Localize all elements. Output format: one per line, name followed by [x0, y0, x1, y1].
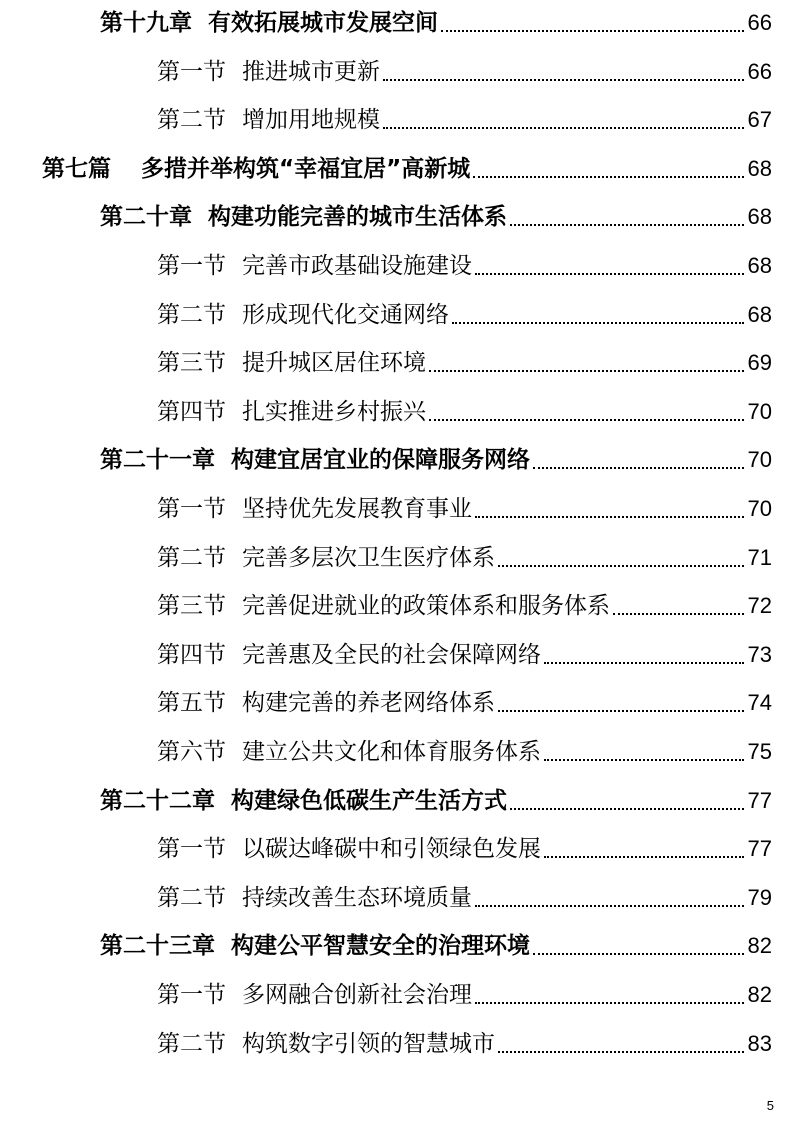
dot-leader	[510, 808, 744, 810]
dot-leader	[452, 322, 744, 324]
toc-entry-title: 构建宜居宜业的保障服务网络	[231, 447, 530, 474]
dot-leader	[475, 1002, 744, 1004]
toc-entry-title: 构建功能完善的城市生活体系	[208, 204, 507, 231]
dot-leader	[441, 30, 744, 32]
toc-entry-page: 66	[747, 10, 772, 35]
toc-entry-label: 第一节	[157, 836, 226, 863]
toc-entry-section[interactable]	[157, 591, 772, 621]
toc-entry-page: 75	[747, 739, 772, 764]
toc-entry-section[interactable]	[157, 57, 772, 87]
toc-entry-section[interactable]	[157, 980, 772, 1010]
toc-entry-label: 第六节	[157, 739, 226, 765]
dot-leader	[475, 273, 744, 275]
toc-entry-page: 83	[747, 1030, 772, 1056]
toc-entry-page: 70	[747, 496, 772, 521]
toc-entry-section[interactable]	[157, 251, 772, 281]
toc-entry-section[interactable]	[157, 834, 772, 864]
toc-entry-label: 第二节	[157, 544, 226, 571]
toc-entry-title: 扎实推进乡村振兴	[242, 398, 426, 425]
toc-entry-page: 70	[747, 447, 772, 473]
toc-entry-label: 第一节	[157, 496, 226, 522]
toc-entry-page: 72	[747, 593, 772, 619]
toc-entry-page: 82	[747, 982, 772, 1007]
page-number: 5	[766, 1098, 774, 1113]
dot-leader	[429, 370, 744, 372]
toc-entry-label: 第十九章	[100, 10, 192, 36]
dot-leader	[544, 759, 744, 761]
toc-entry-chapter[interactable]	[100, 786, 772, 816]
toc-entry-chapter[interactable]	[100, 8, 772, 38]
dot-leader	[544, 856, 744, 858]
dot-leader	[613, 613, 744, 615]
dot-leader	[383, 127, 744, 129]
toc-entry-title: 构建完善的养老网络体系	[242, 690, 495, 717]
toc-entry-label: 第一节	[157, 982, 226, 1008]
dot-leader	[473, 176, 743, 178]
toc-entry-label: 第二十章	[100, 204, 192, 231]
dot-leader	[533, 953, 744, 955]
toc-entry-part[interactable]	[42, 154, 772, 184]
toc-entry-page: 73	[747, 641, 772, 667]
dot-leader	[498, 1051, 744, 1053]
toc-entry-section[interactable]	[157, 105, 772, 135]
toc-entry-label: 第四节	[157, 398, 226, 425]
dot-leader	[475, 905, 744, 907]
toc-entry-title: 提升城区居住环境	[242, 350, 426, 377]
toc-entry-page: 77	[747, 787, 772, 813]
toc-entry-label: 第二节	[157, 107, 226, 134]
toc-entry-title: 完善促进就业的政策体系和服务体系	[242, 593, 610, 620]
toc-entry-label: 第二节	[157, 884, 226, 911]
toc-entry-section[interactable]	[157, 543, 772, 573]
dot-leader	[544, 662, 744, 664]
toc-entry-title: 完善市政基础设施建设	[242, 253, 472, 279]
toc-entry-title: 构筑数字引领的智慧城市	[242, 1030, 495, 1057]
dot-leader	[475, 516, 744, 518]
toc-entry-label: 第一节	[157, 253, 226, 279]
toc-entry-section[interactable]	[157, 348, 772, 378]
dot-leader	[429, 419, 744, 421]
toc-entry-title: 增加用地规模	[242, 107, 380, 134]
toc-entry-title: 多网融合创新社会治理	[242, 982, 472, 1008]
toc-entry-label: 第二节	[157, 301, 226, 328]
toc-entry-page: 66	[747, 58, 772, 84]
toc-entry-label: 第二节	[157, 1030, 226, 1057]
toc-entry-label: 第四节	[157, 641, 226, 668]
dot-leader	[383, 79, 744, 81]
toc-entry-title: 构建公平智慧安全的治理环境	[231, 933, 530, 960]
toc-entry-section[interactable]	[157, 640, 772, 670]
toc-entry-label: 第七篇	[42, 155, 111, 182]
toc-entry-section[interactable]	[157, 688, 772, 718]
toc-entry-page: 68	[747, 204, 772, 230]
toc-entry-chapter[interactable]	[100, 445, 772, 475]
toc-entry-label: 第五节	[157, 690, 226, 717]
toc-entry-section[interactable]	[157, 1029, 772, 1059]
toc-entry-chapter[interactable]	[100, 202, 772, 232]
toc-entry-page: 71	[747, 544, 772, 570]
toc-entry-title: 有效拓展城市发展空间	[208, 10, 438, 36]
toc-entry-page: 67	[747, 107, 772, 133]
toc-entry-title: 建立公共文化和体育服务体系	[242, 739, 541, 765]
dot-leader	[510, 224, 744, 226]
toc-entry-label: 第三节	[157, 593, 226, 620]
toc-entry-page: 69	[747, 350, 772, 376]
dot-leader	[498, 565, 744, 567]
toc-entry-label: 第二十三章	[100, 933, 215, 960]
toc-entry-page: 82	[747, 933, 772, 959]
dot-leader	[498, 710, 744, 712]
toc-entry-page: 68	[747, 301, 772, 327]
toc-entry-page: 74	[747, 690, 772, 716]
toc-entry-section[interactable]	[157, 397, 772, 427]
toc-entry-page: 70	[747, 398, 772, 424]
toc-entry-chapter[interactable]	[100, 931, 772, 961]
toc-entry-title: 以碳达峰碳中和引领绿色发展	[242, 836, 541, 863]
dot-leader	[533, 467, 744, 469]
toc-entry-title: 坚持优先发展教育事业	[242, 496, 472, 522]
toc-entry-title: 形成现代化交通网络	[242, 301, 449, 328]
toc-entry-page: 79	[747, 884, 772, 910]
toc-entry-page: 68	[747, 253, 772, 278]
toc-entry-title: 完善惠及全民的社会保障网络	[242, 641, 541, 668]
toc-entry-label: 第二十二章	[100, 787, 215, 814]
toc-entry-title: 多措并举构筑“幸福宜居”高新城	[141, 155, 471, 182]
toc-entry-title: 推进城市更新	[242, 58, 380, 85]
toc-entry-label: 第二十一章	[100, 447, 215, 474]
toc-entry-title: 完善多层次卫生医疗体系	[242, 544, 495, 571]
toc-entry-section[interactable]	[157, 494, 772, 524]
toc-entry-section[interactable]	[157, 300, 772, 330]
toc-entry-label: 第三节	[157, 350, 226, 377]
toc-entry-page: 77	[747, 836, 772, 862]
toc-entry-title: 构建绿色低碳生产生活方式	[231, 787, 507, 814]
toc-entry-section[interactable]	[157, 737, 772, 767]
toc-entry-title: 持续改善生态环境质量	[242, 884, 472, 911]
toc-entry-page: 68	[747, 155, 772, 181]
toc-entry-section[interactable]	[157, 883, 772, 913]
toc-entry-label: 第一节	[157, 58, 226, 85]
